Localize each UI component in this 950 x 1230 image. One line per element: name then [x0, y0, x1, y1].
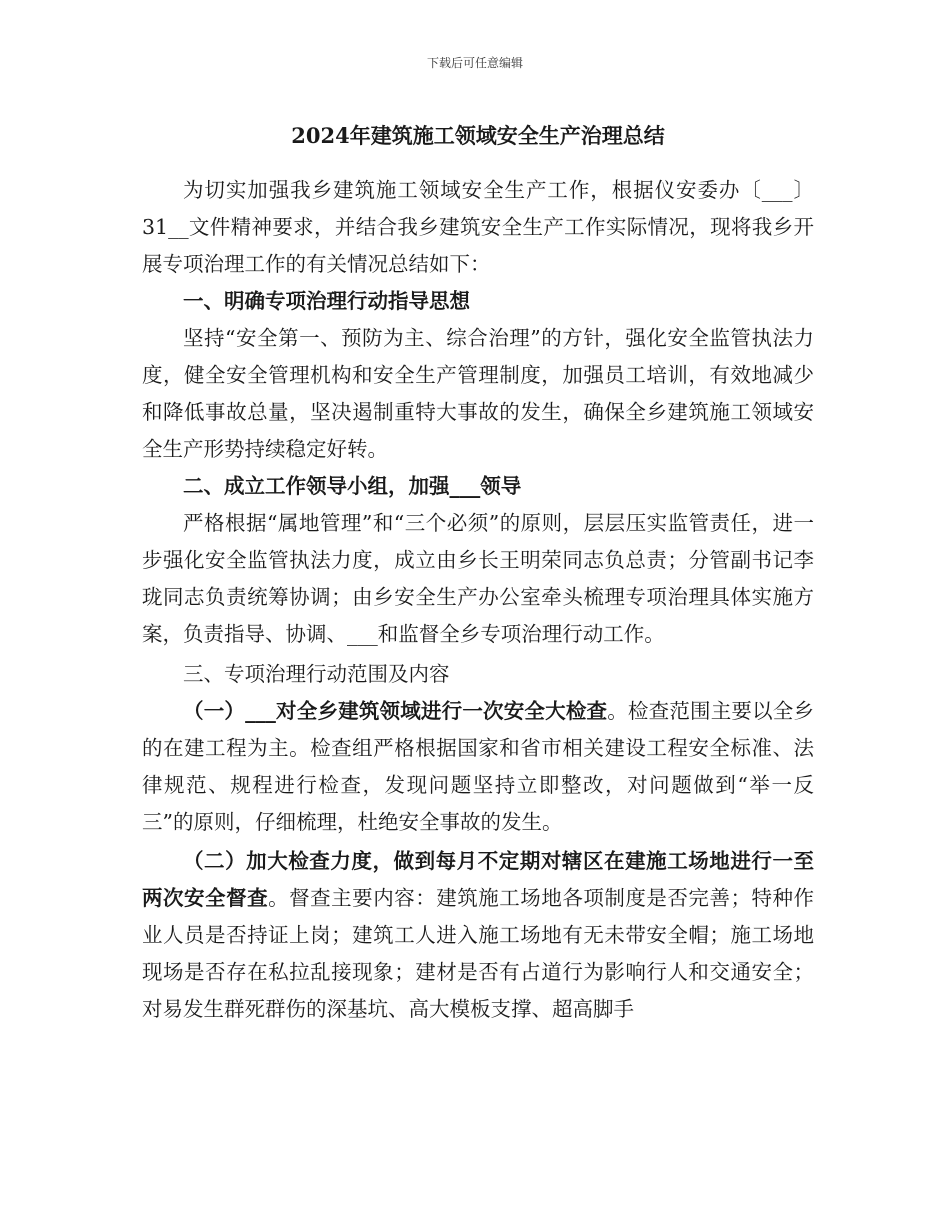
section3-item1-lead: （一）___对全乡建筑领域进行一次安全大检查	[183, 699, 608, 723]
document-title: 2024年建筑施工领域安全生产治理总结	[291, 123, 665, 148]
section3-item1	[142, 693, 814, 841]
section3-item1-text: 。检查范围主要以全乡的在建工程为主。检查组严格根据国家和省市相关建设工程安全标准、法律规范、规程进行检查，发现问题坚持立即整改，对问题做到“举一反三”的原则，仔细梳理，杜绝安全事故的发生。	[142, 699, 815, 834]
intro-paragraph: 为切实加强我乡建筑施工领域安全生产工作，根据仪安委办〔___〕31__文件精神要求，并结合我乡建筑安全生产工作实际情况，现将我乡开展专项治理工作的有关情况总结如下：	[142, 178, 814, 276]
section2-heading: 二、成立工作领导小组，加强___领导	[183, 474, 522, 498]
section3-heading: 三、专项治理行动范围及内容	[183, 662, 450, 686]
section2-body: 严格根据“属地管理”和“三个必须”的原则，层层压实监管责任，进一步强化安全监管执法力度，成立由乡长王明荣同志负总责；分管副书记李珑同志负责统筹协调；由乡安全生产办公室牵头梳理专项治理具体实施方案，负责指导、协调、___和监督全乡专项治理行动工作。	[142, 511, 814, 646]
section3-item2-text: 。督查主要内容：建筑施工场地各项制度是否完善；特种作业人员是否持证上岗；建筑工人进入施工场地有无未带安全帽；施工场地现场是否存在私拉乱接现象；建材是否有占道行为影响行人和交通安全；对易发生群死群伤的深基坑、高大模板支撑、超高脚手	[142, 886, 815, 1021]
document-body	[142, 118, 814, 1028]
section3-item2-lead: （二）加大检查力度，做到每月不定期对辖区在建施工场地进行一至两次安全督查	[142, 849, 814, 910]
section3-item2	[142, 843, 814, 1028]
section1-heading: 一、明确专项治理行动指导思想	[183, 289, 470, 313]
section1-body: 坚持“安全第一、预防为主、综合治理”的方针，强化安全监管执法力度，健全安全管理机构和安全生产管理制度，加强员工培训，有效地减少和降低事故总量，坚决遏制重特大事故的发生，确保全乡建筑施工领域安全生产形势持续稳定好转。	[142, 326, 814, 461]
header-note: 下载后可任意编辑	[426, 56, 523, 70]
